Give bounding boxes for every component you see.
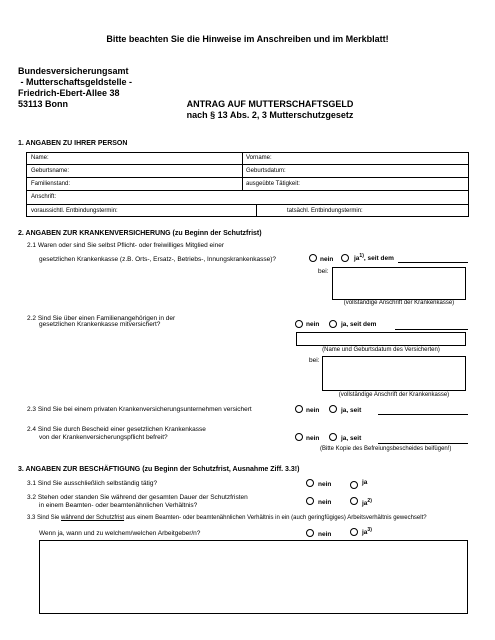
q23-nein-radio[interactable] bbox=[295, 405, 303, 413]
q21-nein-label: nein bbox=[320, 256, 334, 263]
q22-kasse-box[interactable] bbox=[322, 356, 466, 391]
q33-ja-label: $ja^{3)}$ bbox=[362, 526, 372, 536]
q21-ja-label: $ja^{1)}$, seit dem bbox=[354, 252, 394, 262]
q21-bei-label: bei: bbox=[318, 268, 329, 275]
q23-seit-line[interactable] bbox=[378, 414, 468, 415]
geburtsdatum-field[interactable]: Geburtsdatum: bbox=[243, 165, 469, 178]
q22-seit-dem-line[interactable] bbox=[395, 329, 468, 330]
q22-line2: gesetzlichen Krankenkasse mitversichert? bbox=[39, 321, 161, 328]
vorname-field[interactable]: Vorname: bbox=[243, 153, 469, 165]
q32-ja-label: $ja^{2)}$ bbox=[362, 497, 372, 507]
q24-seit-line[interactable] bbox=[378, 443, 468, 444]
q24-ja-label: ja, seit bbox=[341, 435, 362, 442]
q33-ja-radio[interactable] bbox=[350, 528, 358, 536]
notice: Bitte beachten Sie die Hinweise im Anschreiben und im Merkblatt! bbox=[106, 34, 389, 44]
address-line1: Bundesversicherungsamt bbox=[18, 66, 129, 76]
q31-text: 3.1 Sind Sie ausschließlich selbständig tätig? bbox=[27, 480, 158, 487]
q24-ja-radio[interactable] bbox=[329, 433, 337, 441]
q22-nein-label: nein bbox=[306, 321, 320, 328]
q23-nein-label: nein bbox=[306, 407, 320, 414]
section3-heading: 3. ANGABEN ZUR BESCHÄFTIGUNG (zu Beginn der Schutzfrist, Ausnahme Ziff. 3.3!) bbox=[18, 466, 300, 473]
q21-line2: gesetzlichen Krankenkasse (z.B. Orts-, Ersatz-, Betriebs-, Innungskrankenkasse)? bbox=[39, 256, 276, 263]
q33-arbeitgeber-box[interactable] bbox=[39, 540, 468, 614]
familienstand-field[interactable]: Familienstand: bbox=[27, 178, 243, 191]
q32-line2: in einem Beamten- oder beamtenähnlichen Verhältnis? bbox=[39, 502, 198, 509]
q21-kasse-box[interactable] bbox=[332, 267, 466, 300]
entbindung-tatsaechl-field[interactable]: tatsächl. Entbindungstermin: bbox=[257, 205, 469, 217]
q33-nein-radio[interactable] bbox=[306, 529, 314, 537]
q22-versicherter-box[interactable] bbox=[296, 332, 466, 346]
q22-nein-radio[interactable] bbox=[295, 320, 303, 328]
q33-follow-text: Wenn ja, wann und zu welchem/welchen Arbeitgeber/n? bbox=[39, 530, 201, 537]
q31-ja-label: ja bbox=[362, 479, 368, 486]
q24-befreiung-caption: (Bitte Kopie des Befreiungsbescheides beifügen!) bbox=[320, 446, 452, 452]
q31-nein-label: nein bbox=[318, 481, 332, 488]
q23-ja-radio[interactable] bbox=[329, 405, 337, 413]
q24-line2: von der Krankenversicherungspflicht befreit? bbox=[39, 434, 168, 441]
q22-bei-label: bei: bbox=[309, 357, 320, 364]
q31-nein-radio[interactable] bbox=[306, 479, 314, 487]
q32-line1: 3.2 Stehen oder standen Sie während der gesamten Dauer der Schutzfristen bbox=[27, 494, 248, 501]
q24-nein-radio[interactable] bbox=[295, 433, 303, 441]
address-line2: - Mutterschaftsgeldstelle - bbox=[18, 77, 133, 87]
name-field[interactable]: Name: bbox=[27, 153, 243, 165]
q31-ja-radio[interactable] bbox=[350, 481, 358, 489]
q33-nein-label: nein bbox=[318, 531, 332, 538]
entbindung-vorauss-field[interactable]: voraussichtl. Entbindungstermin: bbox=[27, 205, 257, 217]
address-line3: Friedrich-Ebert-Allee 38 bbox=[18, 88, 120, 98]
q32-ja-radio[interactable] bbox=[350, 497, 358, 505]
section1-heading: 1. ANGABEN ZU IHRER PERSON bbox=[18, 140, 128, 147]
q22-versicherter-caption: (Name und Geburtsdatum des Versicherten) bbox=[322, 347, 440, 353]
geburtsname-field[interactable]: Geburtsname: bbox=[27, 165, 243, 178]
personal-data-grid bbox=[26, 152, 469, 217]
q24-line1: 2.4 Sind Sie durch Bescheid einer gesetzlichen Krankenkasse bbox=[27, 426, 206, 433]
q22-line1: 2.2 Sind Sie über einen Familienangehörigen in der bbox=[27, 315, 176, 322]
q22-ja-label: ja, seit dem bbox=[341, 321, 377, 328]
address-line4: 53113 Bonn bbox=[18, 99, 69, 109]
form-title: ANTRAG AUF MUTTERSCHAFTSGELD bbox=[186, 99, 354, 109]
q23-ja-label: ja, seit bbox=[341, 407, 362, 414]
q21-seit-dem-line[interactable] bbox=[398, 262, 468, 263]
q21-ja-radio[interactable] bbox=[341, 254, 349, 262]
q23-text: 2.3 Sind Sie bei einem privaten Krankenversicherungsunternehmen versichert bbox=[27, 406, 252, 413]
q33-text: 3.3 Sind Sie während der Schutzfrist aus einem Beamten- oder beamtenähnlichen Verhältnis in ein (auch geringfügiges) Arbeitsverhältnis gewechselt? bbox=[27, 515, 427, 521]
q32-nein-radio[interactable] bbox=[306, 497, 314, 505]
q24-nein-label: nein bbox=[306, 435, 320, 442]
q21-kasse-caption: (vollständige Anschrift der Krankenkasse) bbox=[343, 300, 455, 306]
q22-ja-radio[interactable] bbox=[329, 320, 337, 328]
anschrift-field[interactable]: Anschrift: bbox=[27, 191, 469, 205]
taetigkeit-field[interactable]: ausgeübte Tätigkeit: bbox=[243, 178, 469, 191]
section2-heading: 2. ANGABEN ZUR KRANKENVERSICHERUNG (zu Beginn der Schutzfrist) bbox=[18, 230, 262, 237]
q21-line1: 2.1 Waren oder sind Sie selbst Pflicht- oder freiwilliges Mitglied einer bbox=[27, 242, 225, 249]
q22-kasse-caption: (vollständige Anschrift der Krankenkasse) bbox=[338, 392, 450, 398]
form-subtitle: nach § 13 Abs. 2, 3 Mutterschutzgesetz bbox=[186, 110, 354, 120]
q32-nein-label: nein bbox=[318, 499, 332, 506]
q21-nein-radio[interactable] bbox=[309, 254, 317, 262]
